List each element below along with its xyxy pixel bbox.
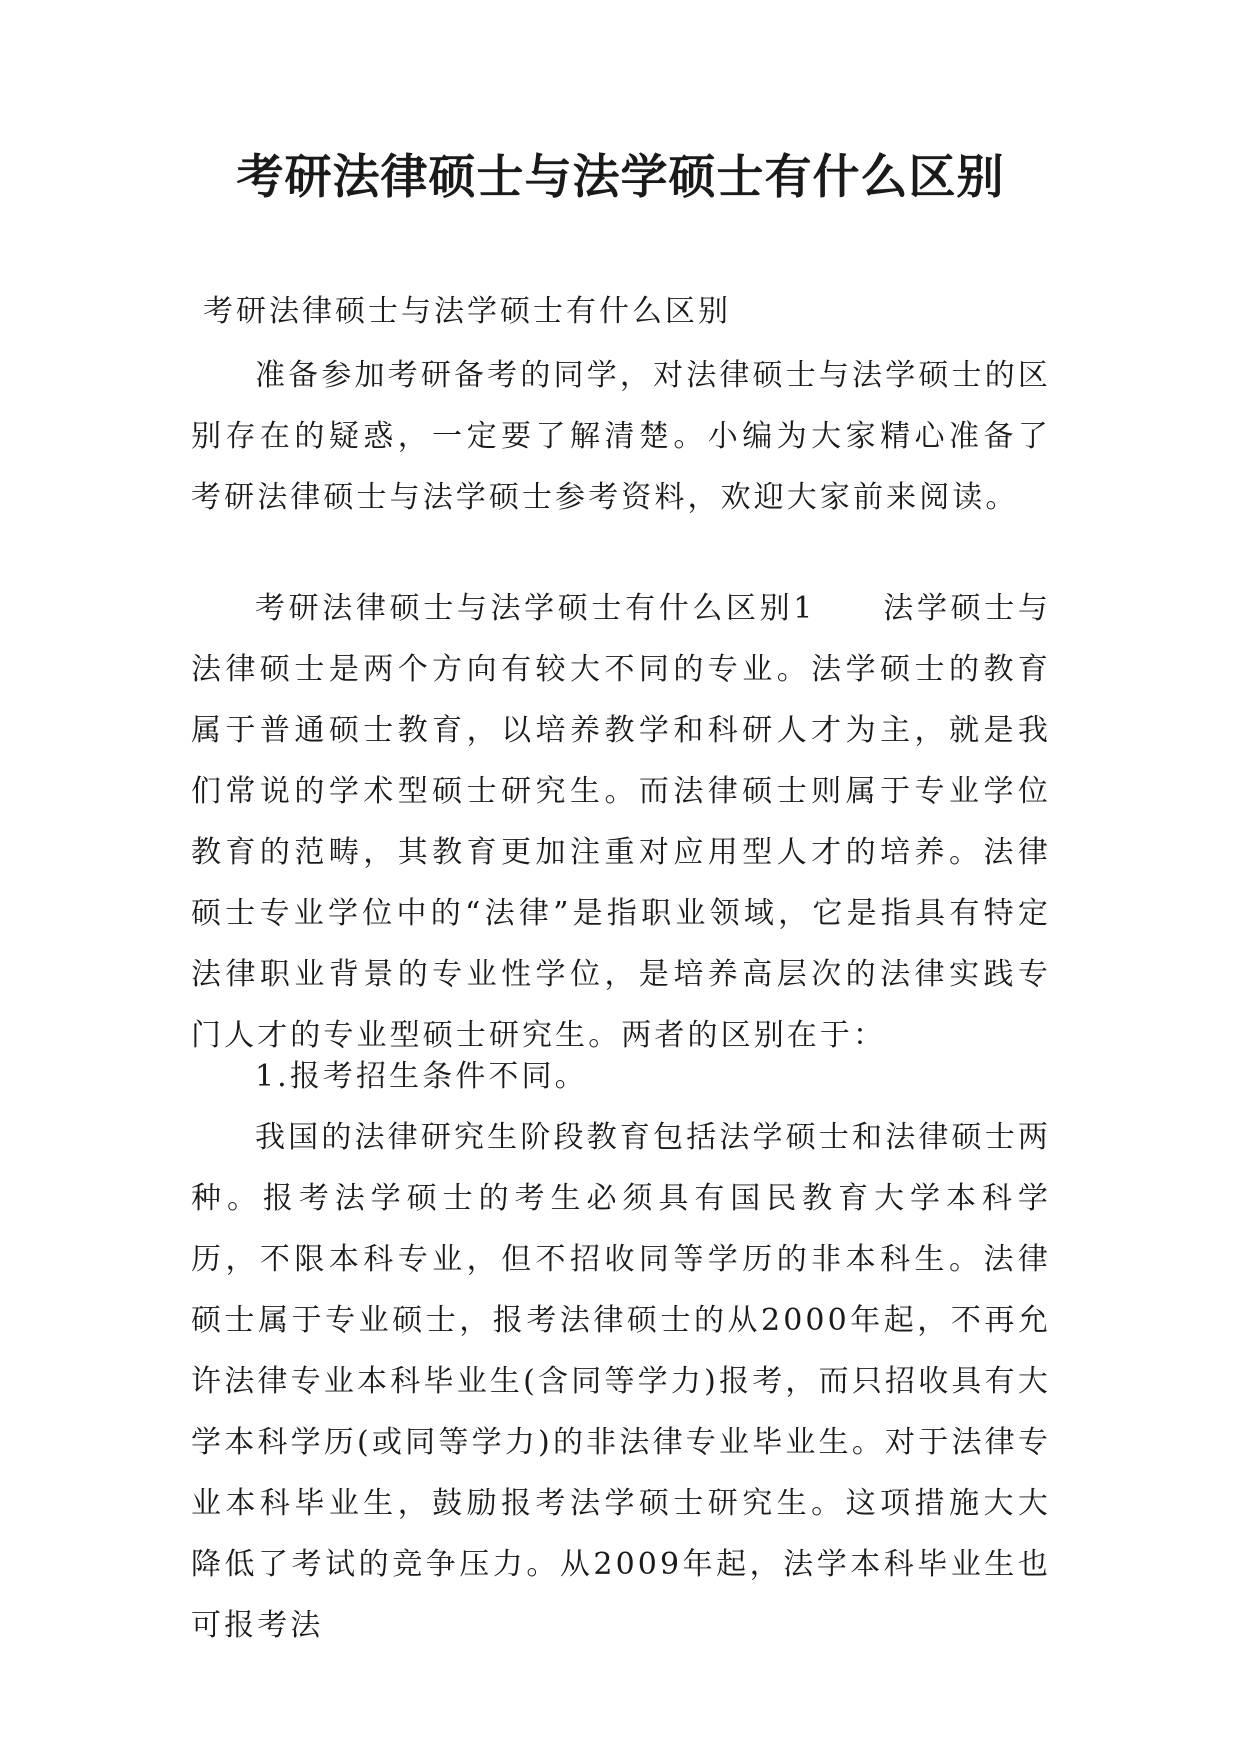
list-item-1-detail-paragraph: 我国的法律研究生阶段教育包括法学硕士和法律硕士两种。报考法学硕士的考生必须具有国民教育大学本科学历，不限本科专业，但不招收同等学历的非本科生。法律硕士属于专业硕士，报考法律硕士的从2000年起，不再允许法律专业本科毕业生(含同等学力)报考，而只招收具有大学本科学历(或同等学力)的非法律专业毕业生。对于法律专业本科毕业生，鼓励报考法学硕士研究生。这项措施大大降低了考试的竞争压力。从2009年起，法学本科毕业生也可报考法 — [191, 1120, 1051, 1643]
section-1-paragraph: 考研法律硕士与法学硕士有什么区别1 法学硕士与法律硕士是两个方向有较大不同的专业。法学硕士的教育属于普通硕士教育，以培养教学和科研人才为主，就是我们常说的学术型硕士研究生。而法律硕士则属于专业学位教育的范畴，其教育更加注重对应用型人才的培养。法律硕士专业学位中的“法律”是指职业领域，它是指具有特定法律职业背景的专业性学位，是培养高层次的法律实践专门人才的专业型硕士研究生。两者的区别在于： — [191, 591, 1051, 1053]
intro-paragraph: 准备参加考研备考的同学，对法律硕士与法学硕士的区别存在的疑惑，一定要了解清楚。小编为大家精心准备了考研法律硕士与法学硕士参考资料，欢迎大家前来阅读。 — [191, 358, 1051, 515]
document-title: 考研法律硕士与法学硕士有什么区别 — [236, 150, 1005, 205]
list-item-1-heading: 1.报考招生条件不同。 — [255, 1059, 588, 1094]
document-subtitle: 考研法律硕士与法学硕士有什么区别 — [203, 294, 731, 329]
